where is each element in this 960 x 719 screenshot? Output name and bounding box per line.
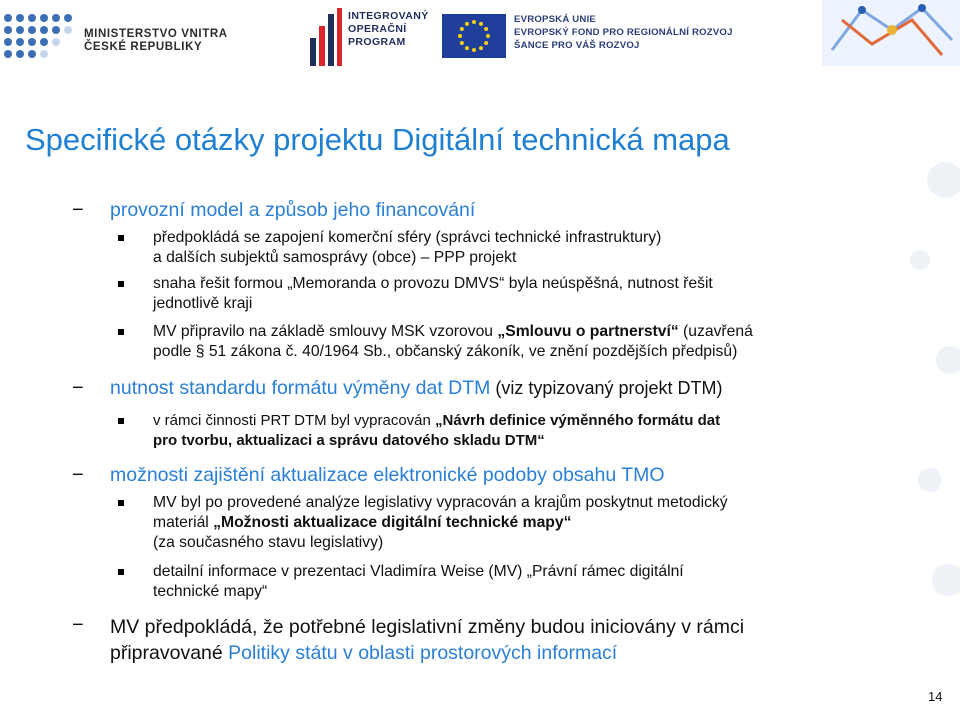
s3-b1-text-a: materiál xyxy=(153,514,214,531)
ministry-emblem-icon xyxy=(2,12,78,62)
bullet-square xyxy=(118,500,124,506)
eu-star xyxy=(472,20,476,24)
eu-star xyxy=(484,41,488,45)
iop-bars-icon xyxy=(308,8,344,68)
iop-name xyxy=(348,10,429,49)
s1-b3-text-c: (uzavřená xyxy=(678,323,753,340)
section-4-text xyxy=(110,614,744,666)
s3-b1-line-3: (za současného stavu legislativy) xyxy=(153,534,384,551)
s2-b1-line-2: pro tvorbu, aktualizaci a správu datového skladu DTM“ xyxy=(153,432,545,449)
s3-bullet-2 xyxy=(153,562,684,602)
eu-star xyxy=(479,46,483,50)
dash-bullet-3: − xyxy=(72,464,84,486)
eu-star xyxy=(465,46,469,50)
bullet-square xyxy=(118,235,124,241)
politika-link: Politiky státu v oblasti prostorových informací xyxy=(228,642,618,664)
dash-bullet-4: − xyxy=(72,614,84,636)
bullet-square xyxy=(118,329,124,335)
eu-star xyxy=(465,22,469,26)
s1-bullet-2 xyxy=(153,274,713,314)
moznosti-title: „Možnosti aktualizace digitální technické mapy“ xyxy=(213,514,572,531)
s4-line-1: MV předpokládá, že potřebné legislativní změny budou iniciovány v rámci xyxy=(110,616,745,638)
iop-line-1: INTEGROVANÝ xyxy=(348,10,429,22)
s3-b2-line-1: detailní informace v prezentaci Vladimíra Weise (MV) „Právní rámec digitální xyxy=(153,563,684,580)
eu-star xyxy=(486,34,490,38)
s1-b3-line-2: podle § 51 zákona č. 40/1964 Sb., občanský zákoník, ve znění pozdějších předpisů) xyxy=(153,343,738,360)
ministry-name xyxy=(84,28,228,54)
section-2-heading-note: (viz typizovaný projekt DTM) xyxy=(490,378,723,398)
s2-b1-text-a: v rámci činnosti PRT DTM byl vypracován xyxy=(153,412,436,429)
section-3-heading: možnosti zajištění aktualizace elektronické podoby obsahu TMO xyxy=(110,464,665,486)
iop-logo xyxy=(308,8,433,70)
dash-bullet-1: − xyxy=(72,199,84,221)
s1-bullet-3 xyxy=(153,322,753,362)
s1-b2-line-2: jednotlivě kraji xyxy=(153,295,253,312)
s1-b2-line-1: snaha řešit formou „Memoranda o provozu DMVS“ byla neúspěšná, nutnost řešit xyxy=(153,275,713,292)
page-title: Specifické otázky projektu Digitální technická mapa xyxy=(25,122,730,157)
s3-b2-line-2: technické mapy“ xyxy=(153,583,268,600)
section-2-heading xyxy=(110,377,722,400)
ministry-logo xyxy=(0,8,300,64)
s3-b1-line-1: MV byl po provedené analýze legislativy vypracován a krajům poskytnut metodický xyxy=(153,494,728,511)
eu-star xyxy=(484,27,488,31)
eu-line-3: ŠANCE PRO VÁŠ ROZVOJ xyxy=(514,39,640,51)
iop-line-2: OPERAČNÍ xyxy=(348,23,407,35)
eu-star xyxy=(458,34,462,38)
s1-b1-line-2: a dalších subjektů samosprávy (obce) – PPP projekt xyxy=(153,249,517,266)
ministry-line-1: MINISTERSTVO VNITRA xyxy=(84,28,228,40)
page-number: 14 xyxy=(928,689,943,704)
section-2-heading-main: nutnost standardu formátu výměny dat DTM xyxy=(110,377,491,399)
s4-text-a: připravované xyxy=(110,642,229,664)
navrh-title: „Návrh definice výměnného formátu dat xyxy=(435,412,721,429)
section-1-heading: provozní model a způsob jeho financování xyxy=(110,199,476,221)
eu-name xyxy=(514,14,733,52)
eu-line-2: EVROPSKÝ FOND PRO REGIONÁLNÍ ROZVOJ xyxy=(514,26,733,38)
eu-star xyxy=(479,22,483,26)
background-pattern xyxy=(900,60,960,700)
eu-line-1: EVROPSKÁ UNIE xyxy=(514,14,597,25)
ministry-line-2: ČESKÉ REPUBLIKY xyxy=(84,41,203,53)
s3-bullet-1 xyxy=(153,493,728,553)
s1-bullet-1 xyxy=(153,228,661,268)
eu-star xyxy=(460,41,464,45)
bullet-square xyxy=(118,281,124,287)
eu-star xyxy=(460,27,464,31)
s2-bullet-1 xyxy=(153,411,720,451)
bullet-square xyxy=(118,418,124,424)
bullet-square xyxy=(118,569,124,575)
eu-star xyxy=(472,48,476,52)
eu-flag-icon xyxy=(442,14,506,58)
iop-line-3: PROGRAM xyxy=(348,36,406,48)
eu-logo xyxy=(442,14,733,66)
s1-b3-text-a: MV připravilo na základě smlouvy MSK vzorovou xyxy=(153,323,498,340)
map-illustration-icon xyxy=(822,0,960,66)
s1-b1-line-1: předpokládá se zapojení komerční sféry (správci technické infrastruktury) xyxy=(153,229,662,246)
dash-bullet-2: − xyxy=(72,377,84,399)
smlouva-title: „Smlouvu o partnerství“ xyxy=(497,323,679,340)
